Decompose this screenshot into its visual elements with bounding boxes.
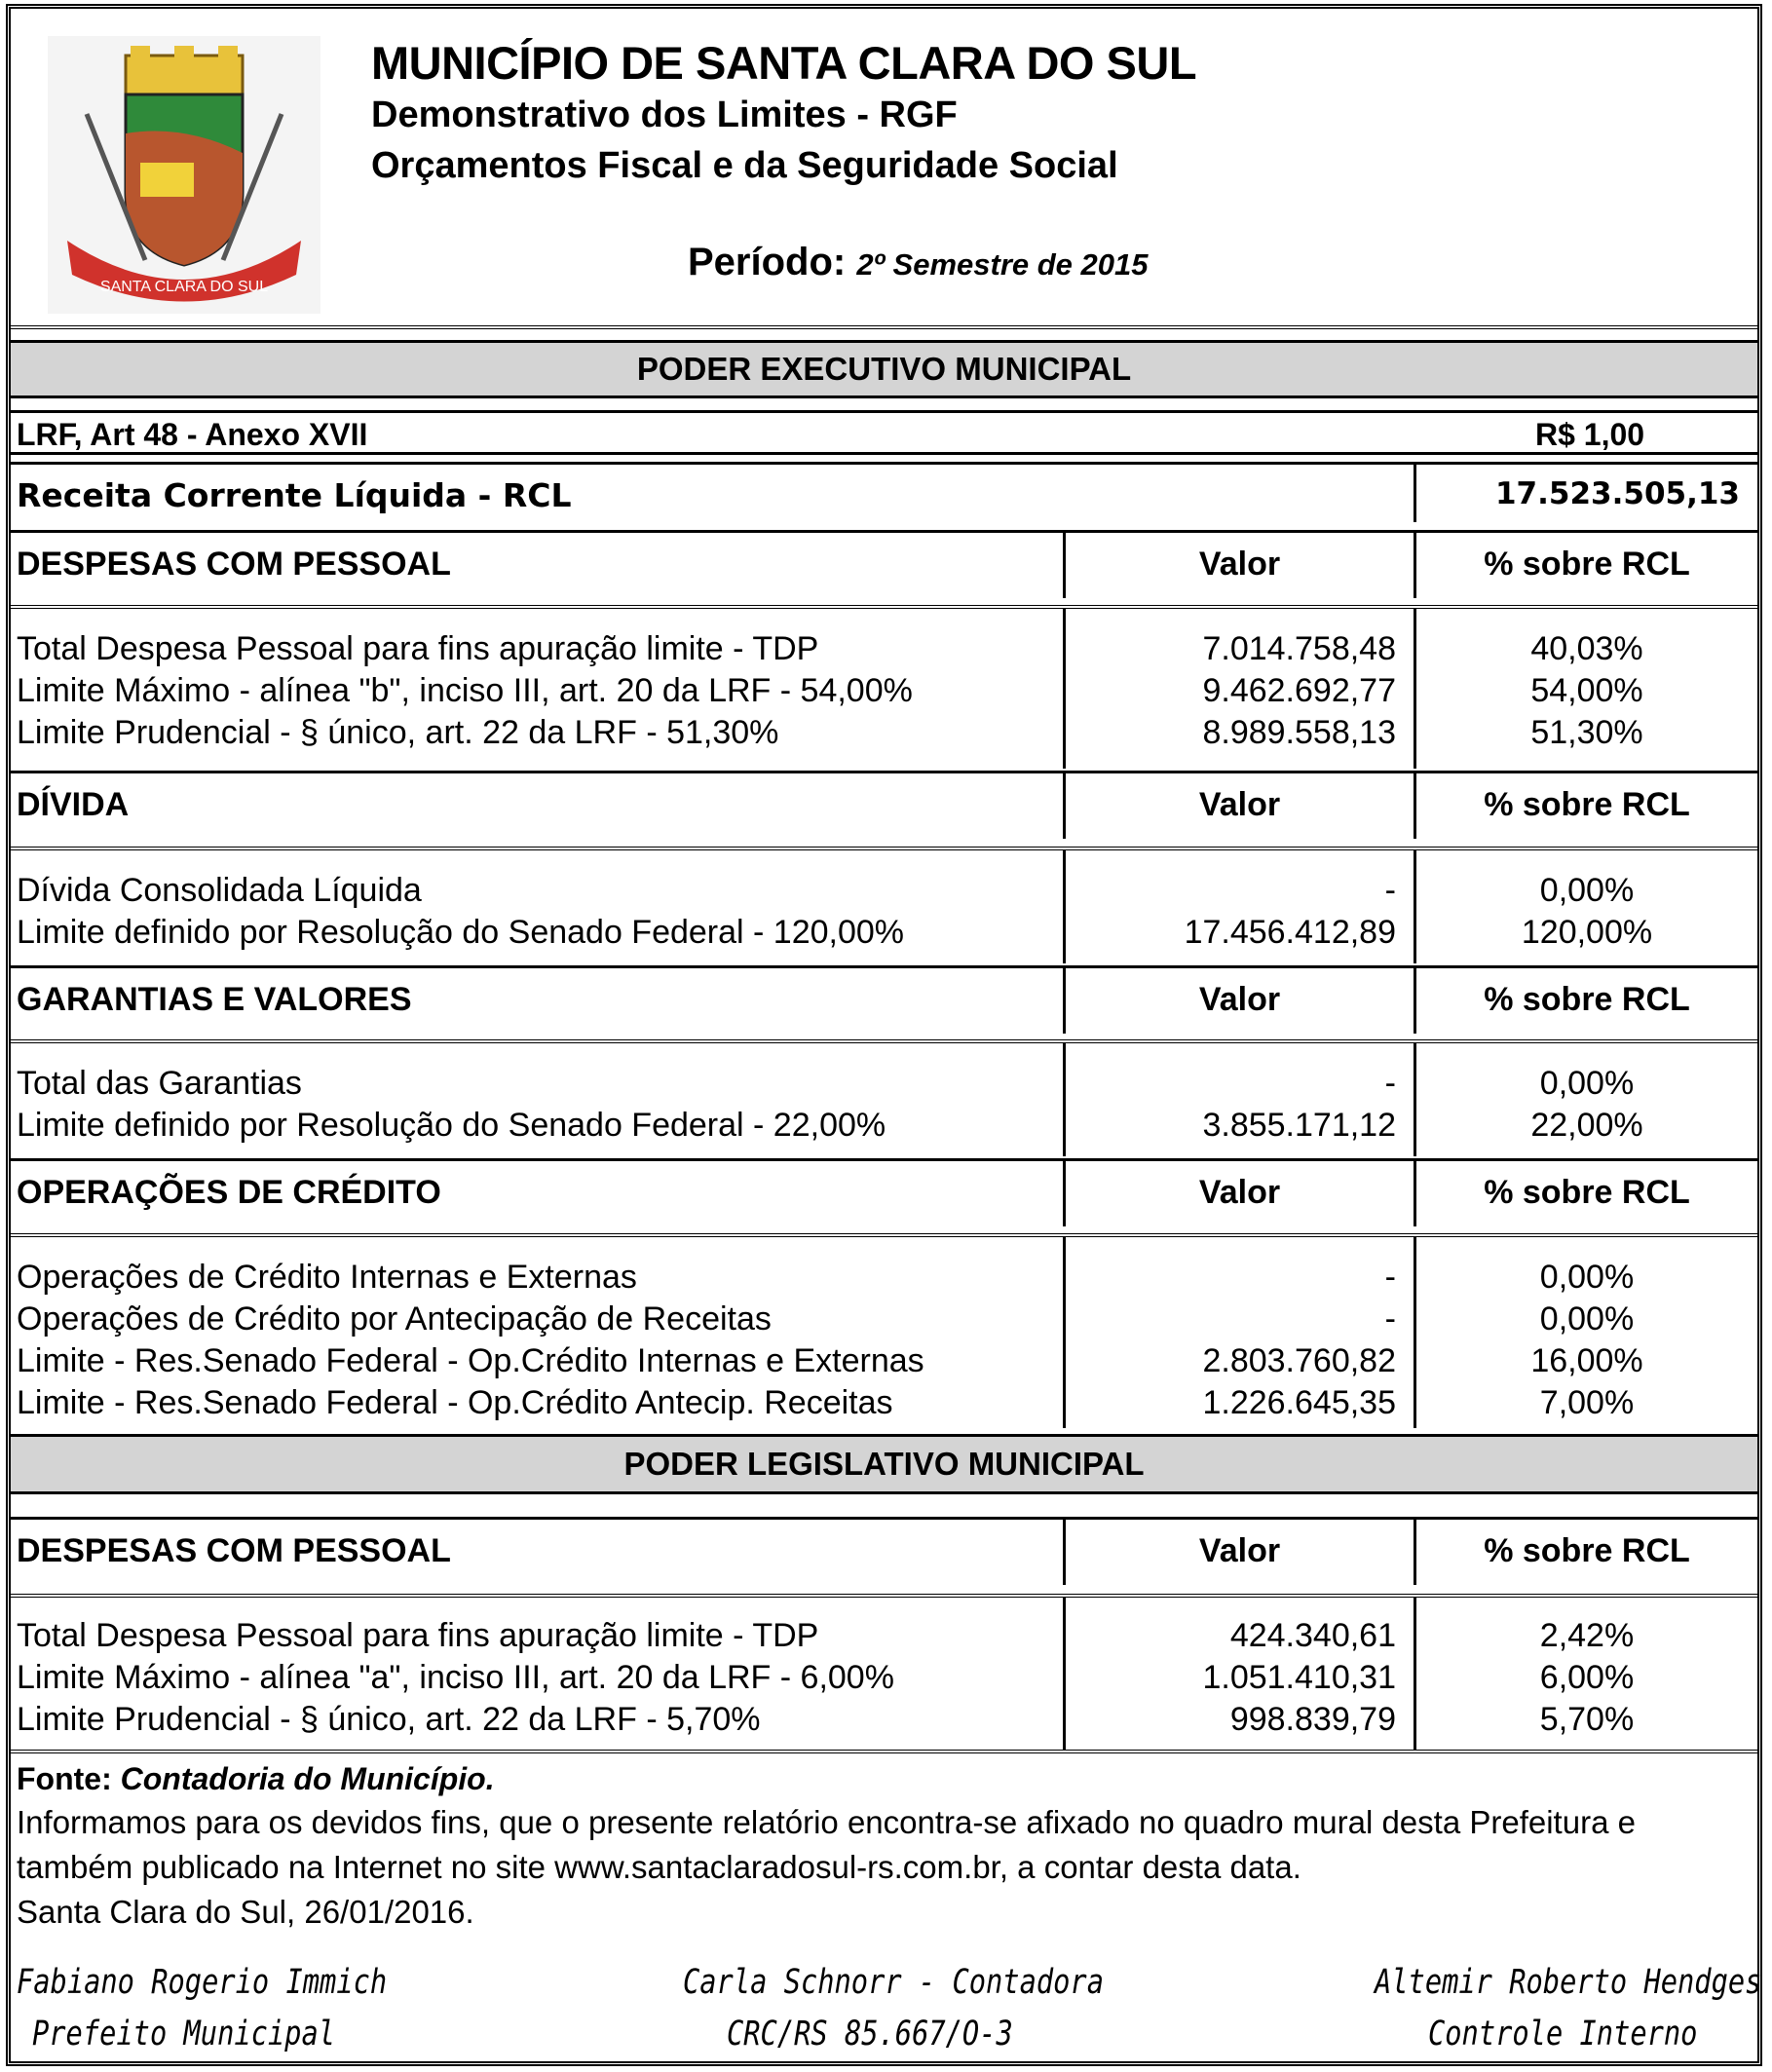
- section-header: [11, 965, 1757, 1034]
- section-body: [11, 1233, 1757, 1428]
- row-pct: 0,00%: [1539, 1259, 1635, 1296]
- source-label: Fonte:: [17, 1761, 112, 1796]
- source-line: [17, 1761, 495, 1797]
- row-pct: 0,00%: [1539, 1300, 1635, 1337]
- section-header: [11, 530, 1757, 598]
- row-label: Limite definido por Resolução do Senado Federal - 22,00%: [17, 1107, 886, 1144]
- row-label: Dívida Consolidada Líquida: [17, 872, 422, 909]
- row-pct: 51,30%: [1530, 714, 1643, 751]
- source-value: Contadoria do Município.: [120, 1761, 495, 1796]
- section-title: GARANTIAS E VALORES: [17, 981, 412, 1018]
- row-value: -: [1384, 872, 1396, 909]
- section-title: DÍVIDA: [17, 786, 130, 823]
- report-subtitle: Demonstrativo dos Limites - RGF: [371, 94, 958, 135]
- report-subtitle-2: Orçamentos Fiscal e da Seguridade Social: [371, 145, 1118, 186]
- lrf-label: LRF, Art 48 - Anexo XVII: [17, 417, 368, 452]
- column-header-valor: Valor: [1198, 1174, 1281, 1211]
- row-label: Limite Máximo - alínea "a", inciso III, art. 20 da LRF - 6,00%: [17, 1659, 894, 1696]
- row-label: Operações de Crédito Internas e Externas: [17, 1259, 637, 1296]
- page-title: MUNICÍPIO DE SANTA CLARA DO SUL: [371, 37, 1197, 89]
- section-title: DESPESAS COM PESSOAL: [17, 546, 451, 583]
- signature-mayor-role: Prefeito Municipal: [32, 2015, 336, 2053]
- signature-mayor-name: Fabiano Rogerio Immich: [17, 1963, 388, 2002]
- footer-date: Santa Clara do Sul, 26/01/2016.: [17, 1894, 474, 1930]
- row-label: Limite definido por Resolução do Senado Federal - 120,00%: [17, 914, 905, 951]
- column-header-pct: % sobre RCL: [1484, 1532, 1690, 1569]
- legislative-band: PODER LEGISLATIVO MUNICIPAL: [11, 1434, 1757, 1494]
- row-label: Limite - Res.Senado Federal - Op.Crédito Internas e Externas: [17, 1342, 924, 1379]
- report-page: [6, 4, 1762, 2066]
- period: [688, 241, 1149, 284]
- row-value: 8.989.558,13: [1202, 714, 1396, 751]
- row-label: Total Despesa Pessoal para fins apuração limite - TDP: [17, 630, 819, 667]
- row-pct: 120,00%: [1521, 914, 1653, 951]
- section-body: [11, 847, 1757, 963]
- row-pct: 16,00%: [1530, 1342, 1643, 1379]
- row-value: 998.839,79: [1229, 1701, 1396, 1738]
- currency-unit: R$ 1,00: [1535, 417, 1645, 452]
- row-value: 9.462.692,77: [1202, 672, 1396, 709]
- row-value: 17.456.412,89: [1184, 914, 1396, 951]
- row-pct: 0,00%: [1539, 1065, 1635, 1102]
- row-label: Total Despesa Pessoal para fins apuração limite - TDP: [17, 1617, 819, 1654]
- column-header-pct: % sobre RCL: [1484, 1174, 1690, 1211]
- signature-accountant-role: CRC/RS 85.667/O-3: [727, 2015, 1013, 2053]
- row-label: Total das Garantias: [17, 1065, 302, 1102]
- signature-control-role: Controle Interno: [1428, 2015, 1698, 2053]
- row-pct: 5,70%: [1539, 1701, 1635, 1738]
- row-value: 2.803.760,82: [1202, 1342, 1396, 1379]
- row-pct: 0,00%: [1539, 872, 1635, 909]
- footer: [11, 1750, 1762, 2071]
- row-label: Limite Prudencial - § único, art. 22 da LRF - 51,30%: [17, 714, 779, 751]
- rcl-value: 17.523.505,13: [1494, 476, 1740, 511]
- lrf-row: [11, 410, 1757, 455]
- footer-note-2: também publicado na Internet no site www.santaclaradosul-rs.com.br, a contar desta data.: [17, 1849, 1301, 1885]
- row-label: Limite Prudencial - § único, art. 22 da LRF - 5,70%: [17, 1701, 761, 1738]
- row-pct: 7,00%: [1539, 1384, 1635, 1421]
- section-title: OPERAÇÕES DE CRÉDITO: [17, 1174, 441, 1211]
- section-header: [11, 771, 1757, 839]
- row-value: 1.226.645,35: [1202, 1384, 1396, 1421]
- signature-accountant-name: Carla Schnorr - Contadora: [683, 1963, 1104, 2002]
- column-header-pct: % sobre RCL: [1484, 546, 1690, 583]
- column-header-pct: % sobre RCL: [1484, 786, 1690, 823]
- executive-band: PODER EXECUTIVO MUNICIPAL: [11, 340, 1757, 398]
- rcl-label: Receita Corrente Líquida - RCL: [17, 476, 572, 514]
- column-header-valor: Valor: [1198, 546, 1281, 583]
- row-pct: 6,00%: [1539, 1659, 1635, 1696]
- svg-text:SANTA CLARA DO SUL: SANTA CLARA DO SUL: [99, 279, 269, 295]
- period-value: 2º Semestre de 2015: [856, 247, 1149, 282]
- row-value: -: [1384, 1065, 1396, 1102]
- row-value: 424.340,61: [1229, 1617, 1396, 1654]
- section-body: [11, 1039, 1757, 1156]
- row-value: 3.855.171,12: [1202, 1107, 1396, 1144]
- row-label: Limite Máximo - alínea "b", inciso III, art. 20 da LRF - 54,00%: [17, 672, 913, 709]
- footer-note-1: Informamos para os devidos fins, que o presente relatório encontra-se afixado no quadro mural desta Prefeitura e: [17, 1804, 1636, 1840]
- row-value: 1.051.410,31: [1202, 1659, 1396, 1696]
- row-value: 7.014.758,48: [1202, 630, 1396, 667]
- section-title: DESPESAS COM PESSOAL: [17, 1532, 451, 1569]
- column-header-pct: % sobre RCL: [1484, 981, 1690, 1018]
- section-header: [11, 1517, 1757, 1585]
- section-body: [11, 1594, 1757, 1750]
- row-pct: 22,00%: [1530, 1107, 1643, 1144]
- column-header-valor: Valor: [1198, 786, 1281, 823]
- rcl-row: [11, 462, 1757, 522]
- row-value: -: [1384, 1259, 1396, 1296]
- row-pct: 2,42%: [1539, 1617, 1635, 1654]
- row-label: Limite - Res.Senado Federal - Op.Crédito Antecip. Receitas: [17, 1384, 893, 1421]
- row-value: -: [1384, 1300, 1396, 1337]
- report-header: [11, 9, 1757, 329]
- column-header-valor: Valor: [1198, 1532, 1281, 1569]
- period-label: Período:: [688, 241, 847, 283]
- signature-control-name: Altemir Roberto Hendges: [1375, 1963, 1762, 2002]
- column-header-valor: Valor: [1198, 981, 1281, 1018]
- section-body: [11, 605, 1757, 769]
- section-header: [11, 1158, 1757, 1226]
- row-pct: 54,00%: [1530, 672, 1643, 709]
- row-label: Operações de Crédito por Antecipação de Receitas: [17, 1300, 772, 1337]
- row-pct: 40,03%: [1530, 630, 1643, 667]
- municipal-coat-of-arms-logo: [48, 36, 320, 314]
